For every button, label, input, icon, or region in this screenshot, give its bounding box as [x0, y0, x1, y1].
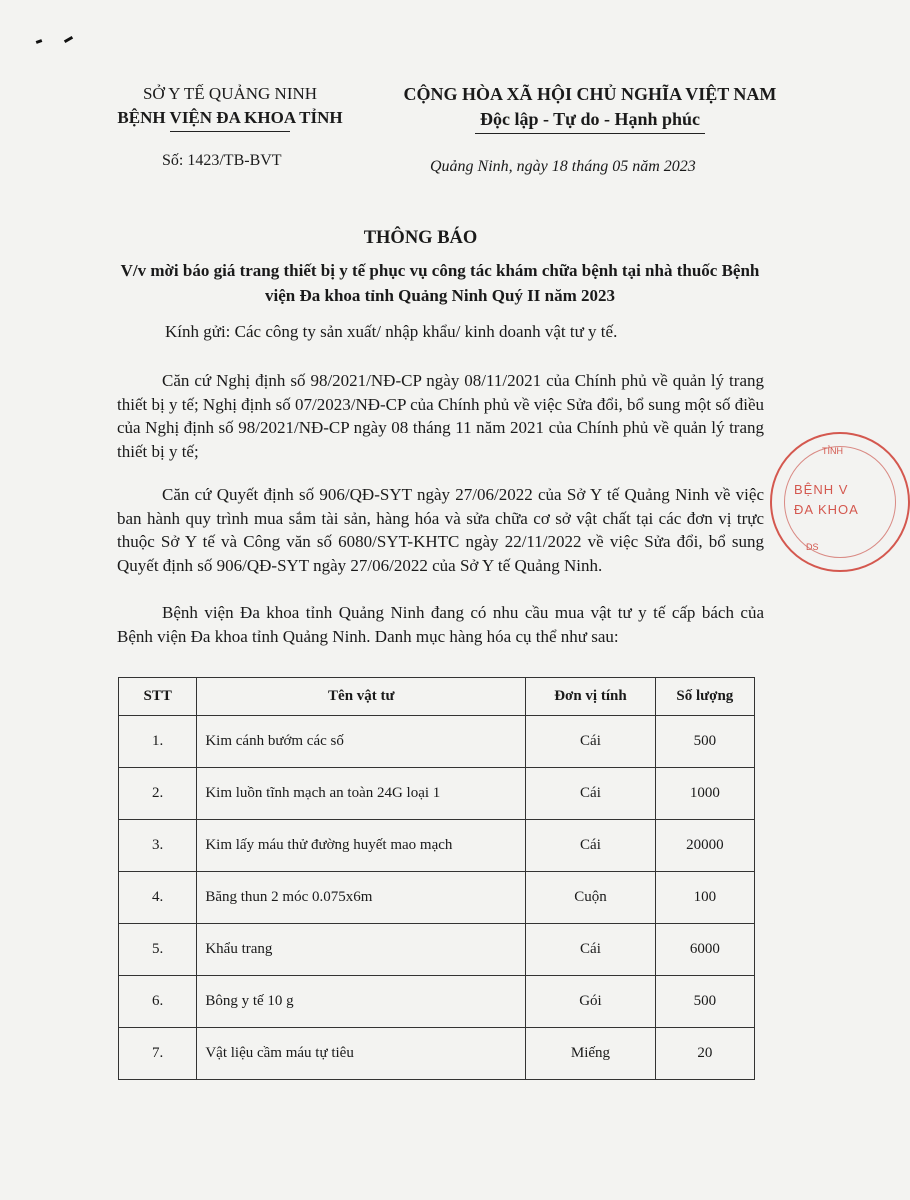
- column-header-stt: STT: [119, 678, 197, 716]
- row-name: Kim lấy máu thử đường huyết mao mạch: [197, 820, 526, 872]
- row-qty: 6000: [655, 924, 754, 976]
- table-row: [119, 768, 755, 820]
- place-date: Quảng Ninh, ngày 18 tháng 05 năm 2023: [430, 158, 696, 175]
- row-qty: 100: [655, 872, 754, 924]
- table-row: [119, 872, 755, 924]
- row-unit: Cuộn: [526, 872, 655, 924]
- national-title: CỘNG HÒA XÃ HỘI CHỦ NGHĨA VIỆT NAM: [403, 84, 777, 104]
- table-row: [119, 976, 755, 1028]
- row-name: Vật liệu cầm máu tự tiêu: [197, 1028, 526, 1080]
- row-name: Khẩu trang: [197, 924, 526, 976]
- row-qty: 500: [655, 716, 754, 768]
- row-name: Kim luồn tĩnh mạch an toàn 24G loại 1: [197, 768, 526, 820]
- row-qty: 1000: [655, 768, 754, 820]
- national-header: [380, 82, 800, 134]
- row-qty: 20: [655, 1028, 754, 1080]
- scan-speck: [36, 39, 43, 44]
- row-stt: 6.: [119, 976, 197, 1028]
- seal-line-2: ĐA KHOA: [794, 502, 859, 517]
- table-header-row: [119, 678, 755, 716]
- paragraph: Căn cứ Nghị định số 98/2021/NĐ-CP ngày 08/11/2021 của Chính phủ về quản lý trang thiết bị y tế; Nghị định số 07/2023/NĐ-CP của Chính phủ về việc Sửa đổi, bổ sung một số điều của Nghị định số 98/2021/NĐ-CP ngày 08 tháng 11 năm 2021 của Chính phủ về quản lý trang thiết bị y tế;: [117, 371, 764, 461]
- table-row: [119, 820, 755, 872]
- row-stt: 5.: [119, 924, 197, 976]
- table-row: [119, 924, 755, 976]
- row-name: Kim cánh bướm các số: [197, 716, 526, 768]
- items-table: [118, 677, 755, 1080]
- agency-underline: [170, 131, 290, 132]
- document-title: THÔNG BÁO: [363, 228, 478, 248]
- national-motto: Độc lập - Tự do - Hạnh phúc: [479, 109, 701, 129]
- seal-arc-top: TỈNH: [822, 446, 843, 456]
- official-seal-stamp: [770, 432, 910, 572]
- scan-speck: [64, 36, 73, 43]
- paragraph: Căn cứ Quyết định số 906/QĐ-SYT ngày 27/06/2022 của Sở Y tế Quảng Ninh về việc ban hành quy trình mua sắm tài sản, hàng hóa và sửa chữa cơ sở vật chất tại các đơn vị trực thuộc Sở Y tế và Công văn số 6080/SYT-KHTC ngày 22/11/2022 về việc Sửa đổi, bổ sung Quyết định số 906/QĐ-SYT ngày 27/06/2022 của Sở Y tế Quảng Ninh.: [117, 485, 764, 575]
- row-qty: 20000: [655, 820, 754, 872]
- column-header-unit: Đơn vị tính: [526, 678, 655, 716]
- seal-line-1: BỆNH V: [794, 482, 849, 497]
- column-header-name: Tên vật tư: [197, 678, 526, 716]
- table-row: [119, 1028, 755, 1080]
- row-unit: Cái: [526, 768, 655, 820]
- row-unit: Cái: [526, 924, 655, 976]
- document-number: Số: 1423/TB-BVT: [162, 152, 282, 169]
- document-subtitle: V/v mời báo giá trang thiết bị y tế phục vụ công tác khám chữa bệnh tại nhà thuốc Bệnh viện Đa khoa tỉnh Quảng Ninh Quý II năm 2023: [120, 261, 760, 305]
- table-row: [119, 716, 755, 768]
- column-header-qty: Số lượng: [655, 678, 754, 716]
- parent-agency: SỞ Y TẾ QUẢNG NINH: [142, 84, 318, 103]
- row-stt: 3.: [119, 820, 197, 872]
- row-unit: Gói: [526, 976, 655, 1028]
- row-unit: Miếng: [526, 1028, 655, 1080]
- row-stt: 7.: [119, 1028, 197, 1080]
- agency-name: BỆNH VIỆN ĐA KHOA TỈNH: [117, 108, 343, 127]
- row-stt: 1.: [119, 716, 197, 768]
- seal-inner-ring: [784, 446, 896, 558]
- row-unit: Cái: [526, 716, 655, 768]
- row-stt: 2.: [119, 768, 197, 820]
- row-name: Bông y tế 10 g: [197, 976, 526, 1028]
- seal-arc-bottom: DS: [806, 542, 819, 552]
- recipient-line: Kính gửi: Các công ty sản xuất/ nhập khẩu/ kinh doanh vật tư y tế.: [165, 322, 618, 341]
- row-unit: Cái: [526, 820, 655, 872]
- issuing-agency: [95, 82, 365, 132]
- row-name: Băng thun 2 móc 0.075x6m: [197, 872, 526, 924]
- row-qty: 500: [655, 976, 754, 1028]
- motto-underline: [475, 133, 705, 134]
- row-stt: 4.: [119, 872, 197, 924]
- paragraph: Bệnh viện Đa khoa tỉnh Quảng Ninh đang có nhu cầu mua vật tư y tế cấp bách của Bệnh viện Đa khoa tỉnh Quảng Ninh. Danh mục hàng hóa cụ thể như sau:: [117, 603, 764, 646]
